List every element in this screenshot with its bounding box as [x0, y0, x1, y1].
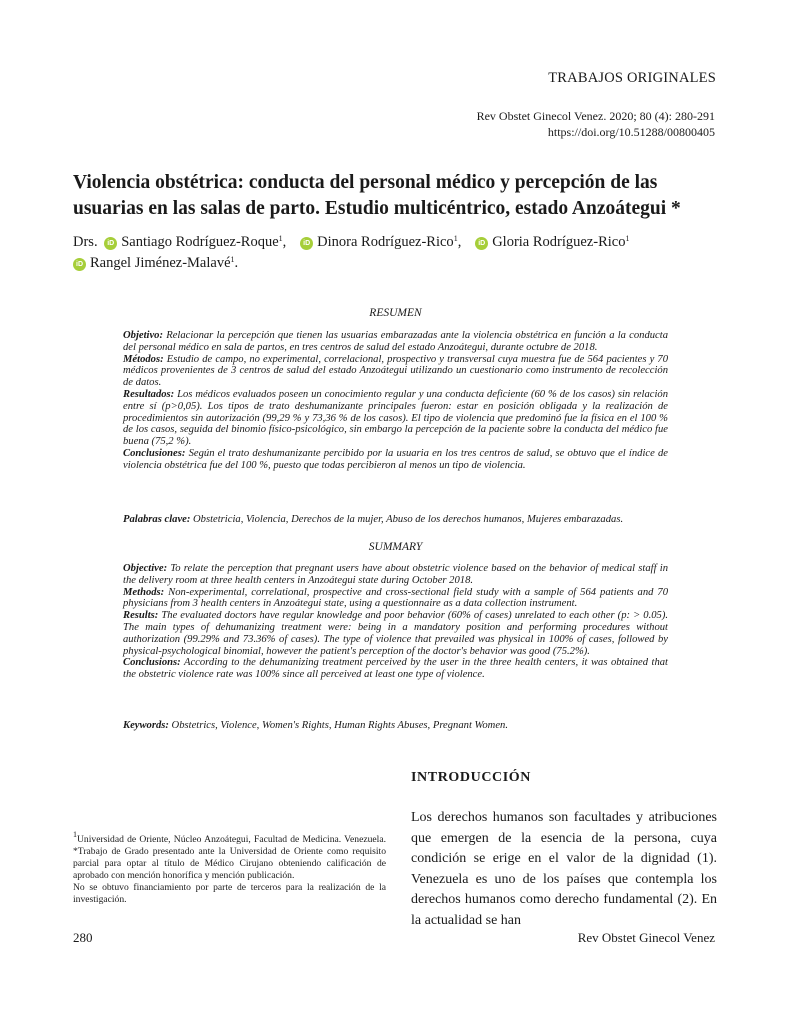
resumen-body [123, 330, 668, 472]
orcid-icon[interactable]: iD [104, 237, 117, 250]
section-label: TRABAJOS ORIGINALES [548, 70, 716, 86]
affiliation-mark: 1 [625, 234, 630, 243]
affiliation-mark: 1 [453, 234, 458, 243]
author-separator: , [282, 234, 287, 250]
results-label: Results: [123, 610, 159, 622]
objective-text: To relate the perception that pregnant users have about obstetric violence based on the behavior of medical staff in the delivery room at three health centers in Anzoátegui state during October 2018. [123, 563, 668, 586]
article-title: Violencia obstétrica: conducta del personal médico y percepción de las usuarias en las salas de parto. Estudio multicéntrico, estado Anzoátegui * [73, 172, 681, 219]
author-name: Gloria Rodríguez-Rico [492, 234, 626, 250]
results-text: The evaluated doctors have regular knowledge and poor behavior (60% of cases) unrelated to each other (p: > 0.05). The main types of dehumanizing treatment were: being in a mandatory position and performing procedures without authorization (99.29% and 73.36% of cases). The type of violence that prevailed was physical in 100% of cases, followed by physical-psychological binomial, however the patient's perception of the doctor's behavior was good (75.2%). [123, 610, 668, 657]
objective-label: Objective: [123, 563, 168, 574]
keywords [123, 720, 683, 732]
footnote-funding: No se obtuvo financiamiento por parte de terceros para la realización de la investigación. [73, 882, 386, 905]
footnote-thesis-note: *Trabajo de Grado presentado ante la Universidad de Oriente como requisito parcial para optar al título de Médico Cirujano obteniendo calificación de aprobado con mención honorífica y mención publicación. [73, 846, 386, 881]
summary-objective [123, 563, 668, 587]
author-name: Dinora Rodríguez-Rico [317, 234, 454, 250]
metodos-text: Estudio de campo, no experimental, correlacional, prospectivo y transversal cuya muestra fue de 564 pacientes y 70 médicos provenientes de 3 centros de salud del estado Anzoátegui utilizando un cuestionario como instrumento de recolección de datos. [123, 353, 668, 389]
resumen-resultados [123, 389, 668, 448]
footnote-mark: 1 [73, 830, 77, 839]
affiliation-mark: 1 [278, 234, 283, 243]
keywords-text: Obstetrics, Violence, Women's Rights, Human Rights Abuses, Pregnant Women. [168, 720, 508, 731]
summary-methods [123, 587, 668, 611]
orcid-icon[interactable]: iD [73, 258, 86, 271]
resultados-label: Resultados: [123, 388, 175, 400]
palabras-clave-text: Obstetricia, Violencia, Derechos de la mujer, Abuso de los derechos humanos, Mujeres embarazadas. [190, 514, 624, 525]
conclusions-text: According to the dehumanizing treatment perceived by the user in the three health centers, it was obtained that the obstetric violence rate was 100% since all perceived at least one type of violence. [123, 657, 668, 681]
author-separator: . [234, 255, 239, 271]
orcid-icon[interactable]: iD [300, 237, 313, 250]
page-number: 280 [73, 930, 93, 945]
palabras-clave-label: Palabras clave: [123, 514, 191, 525]
conclusiones-text: Según el trato deshumanizante percibido por la usuaria en los tres centros de salud, se obtuvo que el índice de violencia obstétrica fue del 100 %, puesto que todas percibieron al menos un tipo de violencia. [123, 447, 668, 471]
author-name: Santiago Rodríguez-Roque [121, 234, 279, 250]
metodos-label: Métodos: [123, 353, 164, 365]
affiliation-mark: 1 [230, 255, 235, 264]
resultados-text: Los médicos evaluados poseen un conocimiento regular y una conducta deficiente (60 % de los casos) sin relación entre sí (p>0,05). Los tipos de trato deshumanizante principales fueron: estar en posición obligada y la realización de procedimientos sin autorización (99,29 % y 73,36 % de los casos). El tipo de violencia que predominó fue la física en el 100 % de los casos, seguida del binomio físico-psicológico, sin embargo la percepción de la paciente sobre la conducta del médico fue buena (75,2 %). [123, 388, 668, 448]
orcid-icon[interactable]: iD [475, 237, 488, 250]
intro-paragraph: Los derechos humanos son facultades y atribuciones que emergen de la esencia de la persona, cuya condición se erige en el valor de la dignidad (1). Venezuela es uno de los países que contempla los derechos humanos como derecho fundamental (2). En la actualidad se han [411, 810, 717, 928]
doi-link[interactable]: https://doi.org/10.51288/00800405 [547, 125, 715, 139]
resumen-heading: RESUMEN [369, 307, 422, 319]
summary-heading: SUMMARY [368, 541, 423, 553]
conclusions-label: Conclusions: [123, 657, 181, 669]
objetivo-text: Relacionar la percepción que tienen las usuarias embarazadas ante la violencia obstétrica en función a la conducta del personal médico en sala de partos, en tres centros de salud del estado Anzoátegui, durante octubre de 2018. [123, 330, 668, 353]
journal-citation: Rev Obstet Ginecol Venez. 2020; 80 (4): 280-291 [476, 109, 715, 123]
methods-text: Non-experimental, correlational, prospective and cross-sectional field study with a sample of 564 patients and 70 physicians from 3 health centers in Anzoátegui state, using a questionnaire as a data collection instrument. [123, 586, 668, 610]
authors-prefix: Drs. [73, 234, 98, 250]
summary-results [123, 610, 668, 657]
summary-conclusions [123, 657, 668, 681]
citation-block [477, 108, 715, 140]
methods-label: Methods: [123, 586, 165, 598]
footnote [73, 830, 386, 906]
palabras-clave [123, 514, 683, 526]
author-name: Rangel Jiménez-Malavé [90, 255, 231, 271]
footnote-affiliation [73, 830, 386, 882]
conclusiones-label: Conclusiones: [123, 447, 186, 459]
author-separator: , [457, 234, 462, 250]
running-head: Rev Obstet Ginecol Venez [577, 930, 715, 945]
footnote-affiliation-text: Universidad de Oriente, Núcleo Anzoátegui, Facultad de Medicina. Venezuela. [77, 834, 386, 845]
objetivo-label: Objetivo: [123, 330, 164, 341]
keywords-label: Keywords: [123, 720, 169, 731]
intro-heading: INTRODUCCIÓN [411, 770, 531, 785]
resumen-conclusiones [123, 448, 668, 472]
author-list [73, 232, 723, 274]
summary-body [123, 563, 668, 681]
resumen-objetivo [123, 330, 668, 354]
resumen-metodos [123, 354, 668, 389]
